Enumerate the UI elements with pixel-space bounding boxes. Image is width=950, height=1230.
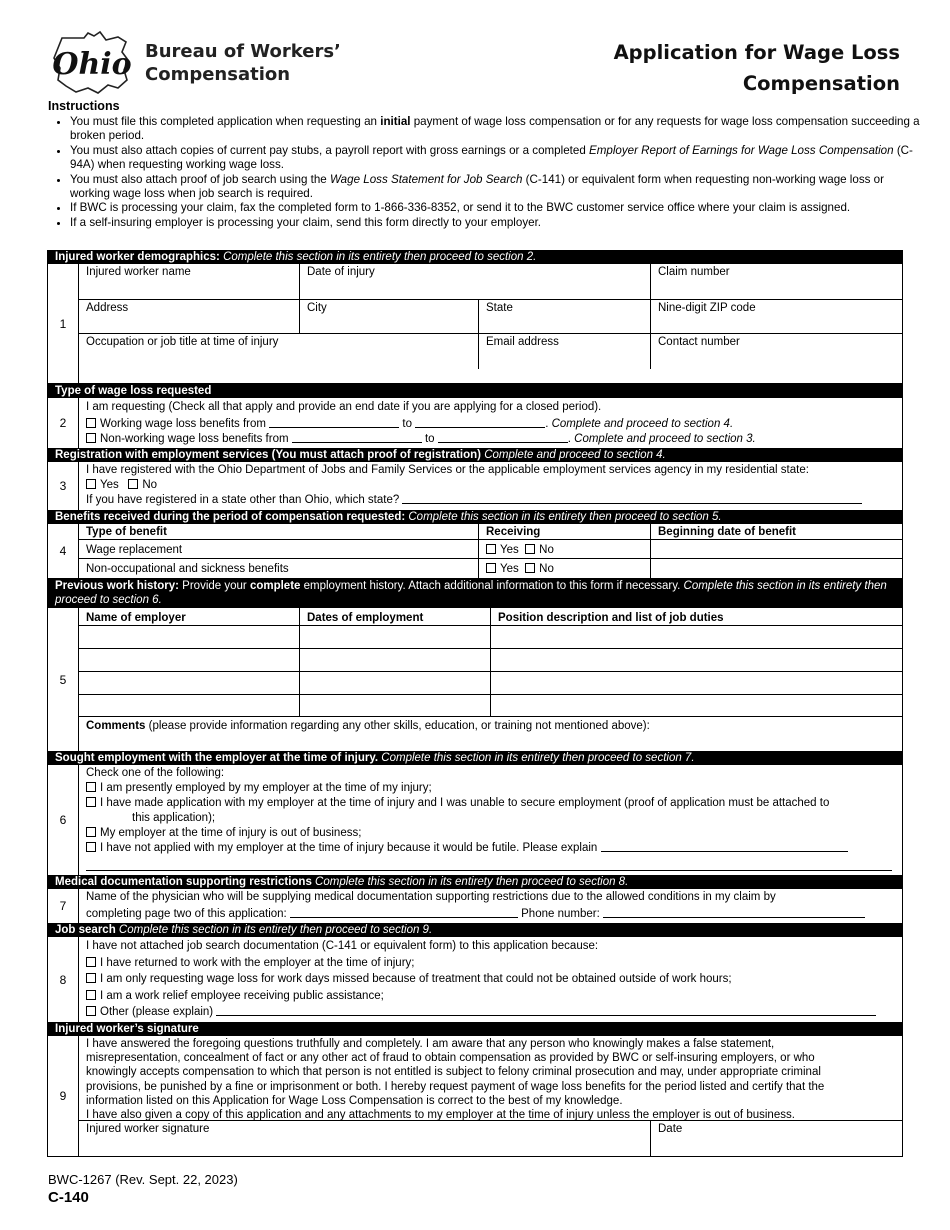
futile-explain-input[interactable] xyxy=(601,841,848,852)
col-dates: Dates of employment xyxy=(300,608,491,625)
treatment-only-checkbox[interactable] xyxy=(86,973,96,983)
wage-replacement-no-checkbox[interactable] xyxy=(525,544,535,554)
col-beginning-date: Beginning date of benefit xyxy=(658,526,796,538)
agency-name: Bureau of Workers’ Compensation xyxy=(145,41,341,85)
state-field[interactable]: State xyxy=(479,300,651,333)
injured-worker-name-field[interactable]: Injured worker name xyxy=(79,264,300,299)
work-relief-checkbox[interactable] xyxy=(86,990,96,1000)
employer-input[interactable] xyxy=(79,626,300,648)
form-title: Application for Wage Loss Compensation xyxy=(613,41,900,95)
working-from-date[interactable] xyxy=(269,417,399,428)
section-4-header: Benefits received during the period of compensation requested: Complete this section in its entirety then proceed to section 5. xyxy=(47,510,903,524)
dates-input[interactable] xyxy=(300,672,491,694)
made-application-checkbox[interactable] xyxy=(86,797,96,807)
position-input[interactable] xyxy=(491,672,902,694)
other-explain-input[interactable] xyxy=(216,1005,876,1016)
physician-name-input[interactable] xyxy=(290,907,518,918)
section-number: 6 xyxy=(48,765,79,875)
position-input[interactable] xyxy=(491,626,902,648)
benefit-wage-replacement: Wage replacement xyxy=(79,540,479,558)
city-field[interactable]: City xyxy=(300,300,479,333)
table-row xyxy=(79,626,902,649)
form-code: C-140 xyxy=(48,1189,89,1206)
ohio-logo xyxy=(48,30,136,96)
position-input[interactable] xyxy=(491,695,902,716)
working-wage-loss-checkbox[interactable] xyxy=(86,418,96,428)
dates-input[interactable] xyxy=(300,626,491,648)
section-8-header: Job search Complete this section in its entirety then proceed to section 9. xyxy=(47,923,903,937)
section-number: 9 xyxy=(48,1036,79,1156)
non-working-wage-loss-checkbox[interactable] xyxy=(86,433,96,443)
section-6: 6 Check one of the following: I am presently employed by my employer at the time of my injury; I have made application with my employer at the time of injury and I was unable to secure employment (proof of application must be attached to this application); My employer at the time of injury is out of business; I have not applied with my employer at the time of injury because it would be futile. Please explain xyxy=(47,765,903,875)
futile-explain-input-line2[interactable] xyxy=(86,860,892,871)
registered-yes-checkbox[interactable] xyxy=(86,479,96,489)
employer-input[interactable] xyxy=(79,672,300,694)
section-9 xyxy=(47,1036,903,1157)
registration-text: I have registered with the Ohio Department of Jobs and Family Services or the applicable employment services agency in my residential state: xyxy=(86,464,809,476)
col-type-of-benefit: Type of benefit xyxy=(79,524,479,539)
section-7-header: Medical documentation supporting restrictions Complete this section in its entirety then proceed to section 8. xyxy=(47,875,903,889)
section-6-intro: Check one of the following: xyxy=(86,767,225,779)
section-5-header: Previous work history: Provide your complete employment history. Attach additional information to this form if necessary. Complete this section in its entirety then proceed to section 6. xyxy=(47,578,903,608)
instruction-item: • You must also attach copies of current pay stubs, a payroll report with gross earnings or a completed Employer Report of Earnings for Wage Loss Compensation (C-94A) when requesting working wage loss. xyxy=(70,144,920,173)
position-input[interactable] xyxy=(491,649,902,671)
made-application-continuation: this application); xyxy=(132,812,216,824)
section-number: 7 xyxy=(48,889,79,923)
section-3: 3 I have registered with the Ohio Department of Jobs and Family Services or the applicable employment services agency in my residential state: Yes No If you have registered in a state other than Ohio, which state? xyxy=(47,462,903,510)
non-occupational-yes-checkbox[interactable] xyxy=(486,563,496,573)
section-2-header: Type of wage loss requested xyxy=(47,384,903,398)
col-position: Position description and list of job duties xyxy=(498,612,724,624)
instruction-item: • If BWC is processing your claim, fax the completed form to 1-866-336-8352, or send it to the BWC customer service office where your claim is assigned. xyxy=(70,201,920,215)
table-row xyxy=(79,672,902,695)
section-number: 4 xyxy=(48,524,79,578)
section-9-header: Injured worker’s signature xyxy=(47,1022,903,1036)
dates-input[interactable] xyxy=(300,695,491,716)
other-state-input[interactable] xyxy=(402,493,862,504)
form-id: BWC-1267 (Rev. Sept. 22, 2023) xyxy=(48,1172,238,1187)
section-7-text: Name of the physician who will be supplying medical documentation supporting restrictions due to the allowed conditions in my claim by xyxy=(86,891,776,903)
working-to-date[interactable] xyxy=(415,417,545,428)
wage-replacement-date[interactable] xyxy=(651,540,902,558)
instructions-heading: Instructions xyxy=(48,99,120,113)
section-1 xyxy=(47,264,903,384)
section-3-header: Registration with employment services (You must attach proof of registration) Complete and proceed to section 4. xyxy=(47,448,903,462)
svg-text:Ohio: Ohio xyxy=(52,47,132,82)
contact-number-field[interactable]: Contact number xyxy=(658,336,740,348)
instruction-item: • You must file this completed application when requesting an initial payment of wage loss compensation or for any requests for wage loss compensation succeeding a broken period. xyxy=(70,115,920,144)
instruction-item: • If a self-insuring employer is processing your claim, send this form directly to your employer. xyxy=(70,216,920,230)
section-number: 2 xyxy=(48,398,79,448)
registered-no-checkbox[interactable] xyxy=(128,479,138,489)
section-8-intro: I have not attached job search documentation (C-141 or equivalent form) to this application because: xyxy=(86,940,599,952)
returned-to-work-checkbox[interactable] xyxy=(86,957,96,967)
form-body xyxy=(47,250,903,1157)
benefit-non-occupational: Non-occupational and sickness benefits xyxy=(79,559,479,578)
col-employer: Name of employer xyxy=(79,608,300,625)
signature-field[interactable]: Injured worker signature xyxy=(79,1121,651,1156)
presently-employed-checkbox[interactable] xyxy=(86,782,96,792)
zip-field[interactable]: Nine-digit ZIP code xyxy=(658,302,756,314)
non-working-to-date[interactable] xyxy=(438,432,568,443)
out-of-business-checkbox[interactable] xyxy=(86,827,96,837)
section-2: 2 I am requesting (Check all that apply and provide an end date if you are applying for a closed period). Working wage loss benefits from to . Complete and proceed to section 4. Non-working wage loss benefits from to . Complete and proceed to section 3. xyxy=(47,398,903,448)
other-checkbox[interactable] xyxy=(86,1006,96,1016)
certification-text: I have answered the foregoing questions truthfully and completely. I am aware that any person who knowingly makes a false statement, misrepresentation, concealment of fact or any other act of fraud to obtain compensation as provided by BWC or self-insuring employers, or who knowingly accepts compensation to which that person is not entitled is subject to felony criminal prosecution and may, under appropriate criminal provisions, be punished by a fine or imprisonment or both. I hereby request payment of wage loss benefits for the period listed and certify that the information listed on this Application for Wage Loss Compensation is correct to the best of my knowledge. I have also given a copy of this application and any attachments to my employer at the time of injury unless the employer is out of business. xyxy=(79,1036,902,1121)
section-1-header: Injured worker demographics: Complete this section in its entirety then proceed to section 2. xyxy=(47,250,903,264)
employer-input[interactable] xyxy=(79,649,300,671)
section-number: 3 xyxy=(48,462,79,510)
employer-input[interactable] xyxy=(79,695,300,716)
address-field[interactable]: Address xyxy=(79,300,300,333)
date-of-injury-field[interactable]: Date of injury xyxy=(300,264,651,299)
non-occupational-no-checkbox[interactable] xyxy=(525,563,535,573)
section-number: 5 xyxy=(48,608,79,751)
claim-number-field[interactable]: Claim number xyxy=(658,266,730,278)
section-number: 8 xyxy=(48,937,79,1022)
section-6-header: Sought employment with the employer at the time of injury. Complete this section in its entirety then proceed to section 7. xyxy=(47,751,903,765)
section-4: 4 Type of benefit Receiving Beginning date of benefit Wage replacement Yes No Non-occupational and sickness benefits Yes No xyxy=(47,524,903,578)
wage-replacement-yes-checkbox[interactable] xyxy=(486,544,496,554)
dates-input[interactable] xyxy=(300,649,491,671)
signature-date-field[interactable]: Date xyxy=(658,1123,683,1135)
instructions-list xyxy=(48,115,920,230)
table-row xyxy=(79,695,902,717)
futile-checkbox[interactable] xyxy=(86,842,96,852)
section-7: 7 Name of the physician who will be supplying medical documentation supporting restrictions due to the allowed conditions in my claim by completing page two of this application: Phone number: xyxy=(47,889,903,923)
section-5 xyxy=(47,608,903,751)
table-row xyxy=(79,649,902,672)
non-occupational-date[interactable] xyxy=(651,559,902,578)
email-field[interactable]: Email address xyxy=(479,334,651,369)
phone-number-input[interactable] xyxy=(603,907,865,918)
comments-field[interactable]: Comments (please provide information regarding any other skills, education, or training not mentioned above): xyxy=(86,720,650,732)
non-working-from-date[interactable] xyxy=(292,432,422,443)
section-2-intro: I am requesting (Check all that apply and provide an end date if you are applying for a closed period). xyxy=(86,401,602,413)
instruction-item: • You must also attach proof of job search using the Wage Loss Statement for Job Search (C-141) or equivalent form when requesting non-working wage loss or working wage loss when job search is required. xyxy=(70,173,920,202)
section-8: 8 I have not attached job search documentation (C-141 or equivalent form) to this application because: I have returned to work with the employer at the time of injury; I am only requesting wage loss for work days missed because of treatment that could not be obtained outside of work hours; I am a work relief employee receiving public assistance; Other (please explain) xyxy=(47,937,903,1022)
section-number: 1 xyxy=(48,264,79,383)
col-receiving: Receiving xyxy=(479,524,651,539)
occupation-field[interactable]: Occupation or job title at time of injury xyxy=(79,334,479,369)
